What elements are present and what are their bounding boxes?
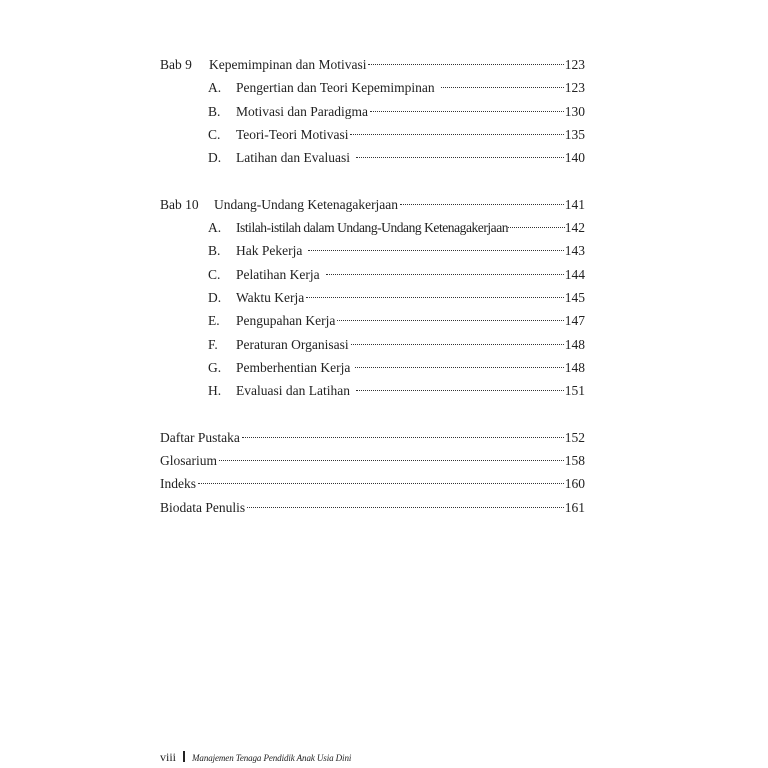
dot-leader bbox=[326, 274, 564, 275]
page-number: 148 bbox=[564, 359, 585, 375]
page-footer bbox=[160, 750, 351, 765]
entry-letter: F. bbox=[208, 336, 218, 352]
page-number: 160 bbox=[564, 476, 585, 492]
toc-back-matter-entry[interactable] bbox=[160, 449, 585, 472]
entry-title: Waktu Kerja bbox=[236, 289, 305, 305]
page-number: 141 bbox=[564, 196, 585, 212]
page-number: 152 bbox=[564, 429, 585, 445]
entry-title: Glosarium bbox=[160, 453, 217, 469]
chapter-title: Undang-Undang Ketenagakerjaan bbox=[214, 196, 399, 212]
toc-entry[interactable] bbox=[160, 333, 585, 356]
entry-title: Teori-Teori Motivasi bbox=[236, 126, 349, 142]
spacer bbox=[160, 402, 585, 425]
dot-leader bbox=[355, 367, 563, 368]
dot-leader bbox=[219, 460, 564, 461]
dot-leader bbox=[351, 344, 564, 345]
entry-title: Daftar Pustaka bbox=[160, 429, 240, 445]
entry-letter: G. bbox=[208, 359, 222, 375]
dot-leader bbox=[370, 111, 564, 112]
entry-title: Pengupahan Kerja bbox=[236, 313, 336, 329]
page-number: 161 bbox=[564, 499, 585, 515]
entry-letter: H. bbox=[208, 383, 222, 399]
entry-letter: C. bbox=[208, 266, 221, 282]
dot-leader bbox=[337, 320, 563, 321]
dot-leader bbox=[356, 390, 564, 391]
spacer bbox=[160, 169, 585, 192]
entry-title: Pengertian dan Teori Kepemimpinan bbox=[236, 80, 435, 96]
entry-title: Biodata Penulis bbox=[160, 499, 246, 515]
chapter-title: Kepemimpinan dan Motivasi bbox=[209, 57, 367, 72]
dot-leader bbox=[368, 64, 563, 65]
toc-entry[interactable] bbox=[160, 100, 585, 123]
entry-title: Hak Pekerja bbox=[236, 243, 303, 259]
toc-back-matter-entry[interactable] bbox=[160, 496, 585, 519]
page-number: 123 bbox=[564, 57, 585, 72]
entry-letter: C. bbox=[208, 126, 221, 142]
footer-divider bbox=[183, 751, 185, 762]
dot-leader bbox=[242, 437, 564, 438]
page-number: 135 bbox=[564, 126, 585, 142]
entry-title: Pelatihan Kerja bbox=[236, 266, 320, 282]
entry-title: Latihan dan Evaluasi bbox=[236, 150, 350, 166]
toc-back-matter-entry[interactable] bbox=[160, 472, 585, 495]
page-number: 151 bbox=[564, 383, 585, 399]
entry-letter: D. bbox=[208, 150, 222, 166]
page-number: 158 bbox=[564, 453, 585, 469]
toc-chapter-9[interactable] bbox=[160, 53, 585, 76]
page-number: 123 bbox=[564, 80, 585, 96]
footer-page-number: viii bbox=[160, 750, 177, 764]
chapter-number: Bab 10 bbox=[160, 196, 199, 212]
entry-title: Indeks bbox=[160, 476, 196, 492]
page-number: 143 bbox=[564, 243, 585, 259]
entry-letter: E. bbox=[208, 313, 220, 329]
dot-leader bbox=[508, 227, 565, 228]
toc-chapter-10[interactable] bbox=[160, 193, 585, 216]
dot-leader bbox=[441, 87, 564, 88]
table-of-contents bbox=[160, 53, 585, 519]
toc-entry[interactable] bbox=[160, 239, 585, 262]
dot-leader bbox=[356, 157, 564, 158]
toc-entry[interactable] bbox=[160, 379, 585, 402]
chapter-number: Bab 9 bbox=[160, 57, 192, 72]
toc-entry[interactable] bbox=[160, 286, 585, 309]
page-number: 140 bbox=[564, 150, 585, 166]
entry-letter: B. bbox=[208, 103, 221, 119]
entry-title: Peraturan Organisasi bbox=[236, 336, 349, 352]
page-number: 145 bbox=[564, 289, 585, 305]
entry-letter: D. bbox=[208, 289, 222, 305]
page-number: 147 bbox=[564, 313, 585, 329]
toc-entry[interactable] bbox=[160, 309, 585, 332]
page-number: 130 bbox=[564, 103, 585, 119]
entry-title: Pemberhentian Kerja bbox=[236, 359, 351, 375]
toc-entry[interactable] bbox=[160, 76, 585, 99]
dot-leader bbox=[306, 297, 563, 298]
page-number: 142 bbox=[564, 220, 585, 236]
dot-leader bbox=[400, 204, 564, 205]
toc-entry[interactable] bbox=[160, 263, 585, 286]
page-number: 144 bbox=[564, 266, 585, 282]
entry-title: Istilah-istilah dalam Undang-Undang Ketenagakerjaan bbox=[236, 220, 509, 236]
toc-entry[interactable] bbox=[160, 123, 585, 146]
entry-letter: A. bbox=[208, 220, 222, 236]
dot-leader bbox=[198, 483, 564, 484]
dot-leader bbox=[308, 250, 563, 251]
toc-entry[interactable] bbox=[160, 356, 585, 379]
entry-title: Evaluasi dan Latihan bbox=[236, 383, 350, 399]
entry-letter: B. bbox=[208, 243, 221, 259]
page-number: 148 bbox=[564, 336, 585, 352]
entry-title: Motivasi dan Paradigma bbox=[236, 103, 368, 119]
toc-entry[interactable] bbox=[160, 216, 585, 239]
toc-entry[interactable] bbox=[160, 146, 585, 169]
dot-leader bbox=[247, 507, 564, 508]
entry-letter: A. bbox=[208, 80, 222, 96]
footer-book-title: Manajemen Tenaga Pendidik Anak Usia Dini bbox=[192, 753, 352, 763]
toc-back-matter-entry[interactable] bbox=[160, 426, 585, 449]
dot-leader bbox=[350, 134, 563, 135]
